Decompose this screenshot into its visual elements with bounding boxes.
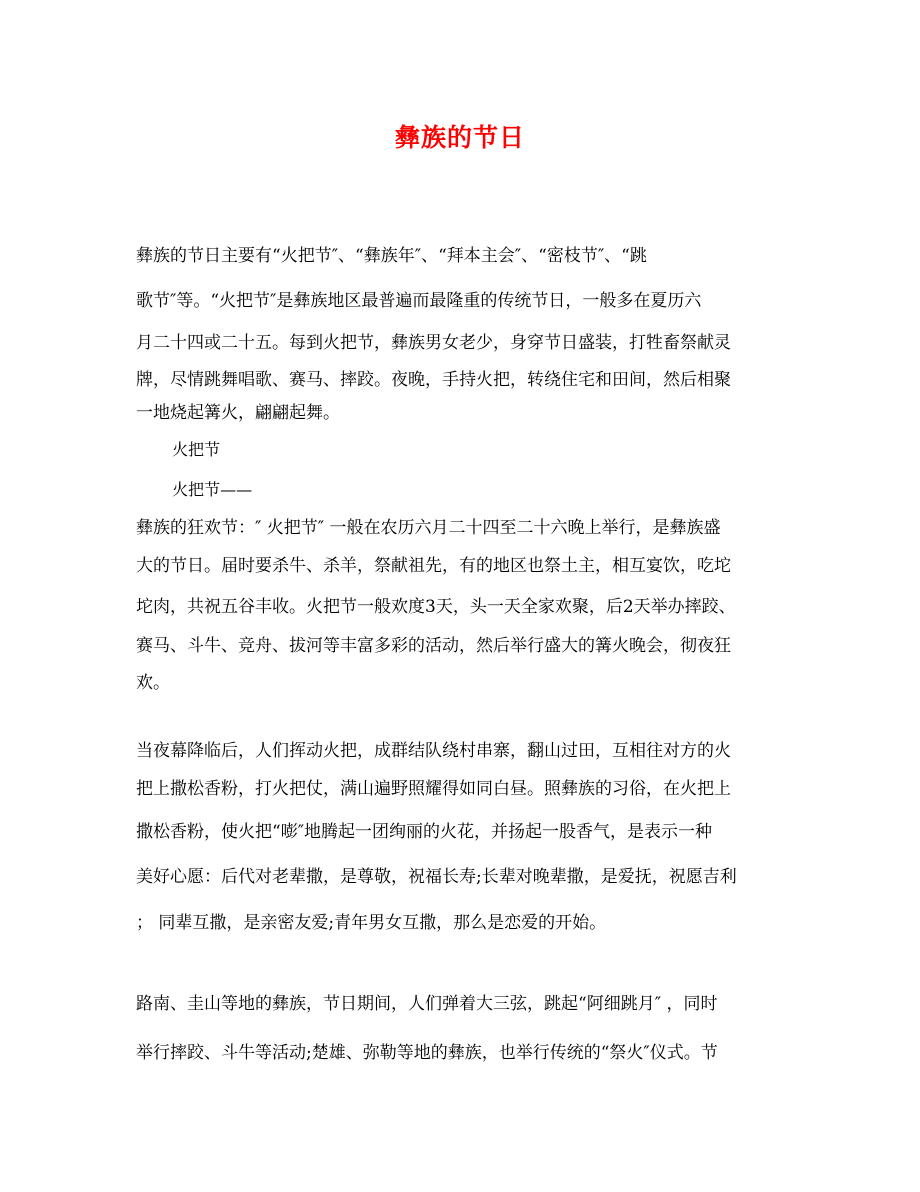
paragraph-1-line-4: 牌，尽情跳舞唱歌、赛马、摔跤。夜晚，手持火把，转绕住宅和田间，然后相聚 — [136, 370, 731, 390]
paragraph-1-line-1: 彝族的节日主要有“火把节″、“彝族年″、“拜本主会″、“密枝节″、“跳 — [136, 246, 647, 266]
paragraph-2-line-2: 大的节日。届时要杀牛、杀羊，祭献祖先，有的地区也祭土主，相互宴饮，吃坨 — [136, 556, 731, 576]
paragraph-2-line-3: 坨肉，共祝五谷丰收。火把节一般欢度3天，头一天全家欢聚，后2天举办摔跤、 — [136, 597, 736, 617]
paragraph-3-line-3: 撒松香粉，使火把“嘭″地腾起一团绚丽的火花，并扬起一股香气，是表示一种 — [136, 822, 713, 842]
section-heading: 火把节 — [172, 440, 221, 459]
paragraph-2-line-1: 彝族的狂欢节：″ 火把节″ 一般在农历六月二十四至二十六晚上举行，是彝族盛 — [136, 518, 721, 538]
paragraph-3-line-2: 把上撒松香粉，打火把仗，满山遍野照耀得如同白昼。照彝族的习俗，在火把上 — [136, 779, 731, 799]
paragraph-3-line-4: 美好心愿：后代对老辈撒，是尊敬，祝福长寿;长辈对晚辈撒，是爱抚，祝愿吉利 — [136, 867, 737, 887]
paragraph-1-line-3: 月二十四或二十五。每到火把节，彝族男女老少，身穿节日盛装，打牲畜祭献灵 — [136, 333, 731, 353]
page-title: 彝族的节日 — [394, 123, 525, 152]
paragraph-4-line-1: 路南、圭山等地的彝族，节日期间，人们弹着大三弦，跳起“阿细跳月″ ，同时 — [136, 994, 718, 1014]
paragraph-2-line-5: 欢。 — [136, 673, 170, 693]
paragraph-4-line-2: 举行摔跤、斗牛等活动;楚雄、弥勒等地的彝族，也举行传统的“祭火″仪式。节 — [136, 1043, 718, 1063]
paragraph-1-line-2: 歌节″等。“火把节″是彝族地区最普遍而最隆重的传统节日，一般多在夏历六 — [136, 291, 702, 311]
paragraph-3-line-1: 当夜幕降临后，人们挥动火把，成群结队绕村串寨，翻山过田，互相往对方的火 — [136, 741, 731, 761]
paragraph-3-line-5: ； 同辈互撒，是亲密友爱;青年男女互撒，那么是恋爱的开始。 — [136, 913, 607, 933]
section-subheading: 火把节—— — [172, 480, 253, 499]
paragraph-2-line-4: 赛马、斗牛、竞舟、拔河等丰富多彩的活动，然后举行盛大的篝火晚会，彻夜狂 — [136, 636, 731, 656]
paragraph-1-line-5: 一地烧起篝火，翩翩起舞。 — [136, 403, 340, 423]
